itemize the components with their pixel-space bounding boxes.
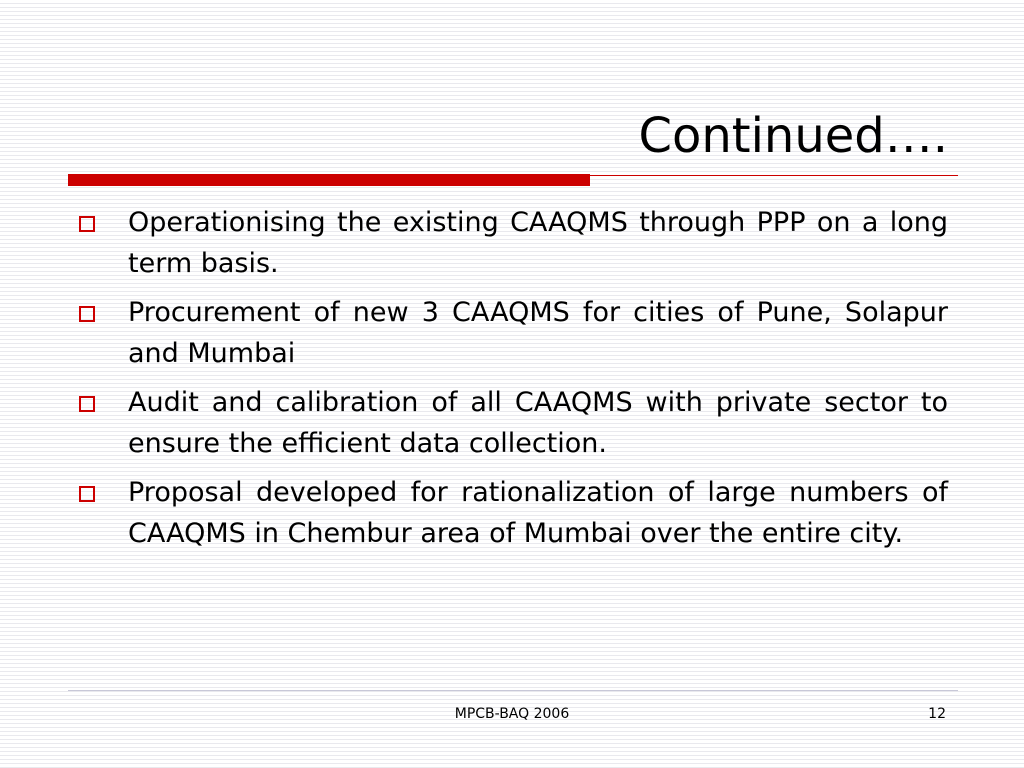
title-underline-accent [68, 174, 590, 186]
bullet-text: Procurement of new 3 CAAQMS for cities of Pune, Solapur and Mumbai [128, 297, 948, 369]
title-underline-thin [590, 175, 958, 176]
hollow-square-bullet-icon [79, 216, 95, 232]
hollow-square-bullet-icon [79, 306, 95, 322]
bullet-text: Proposal developed for rationalization of large numbers of CAAQMS in Chembur area of Mumbai over the entire city. [128, 477, 948, 549]
bullet-item [76, 292, 948, 374]
bullet-list [76, 202, 948, 562]
slide-title: Continued…. [638, 108, 948, 164]
bullet-item [76, 472, 948, 554]
footer-text: MPCB-BAQ 2006 [454, 706, 570, 722]
bullet-item [76, 202, 948, 284]
hollow-square-bullet-icon [79, 486, 95, 502]
footer-divider [68, 690, 958, 691]
bullet-item [76, 382, 948, 464]
bullet-text: Operationising the existing CAAQMS through PPP on a long term basis. [128, 207, 948, 279]
bullet-text: Audit and calibration of all CAAQMS with private sector to ensure the efficient data collection. [128, 387, 948, 459]
page-number: 12 [928, 706, 946, 722]
hollow-square-bullet-icon [79, 396, 95, 412]
